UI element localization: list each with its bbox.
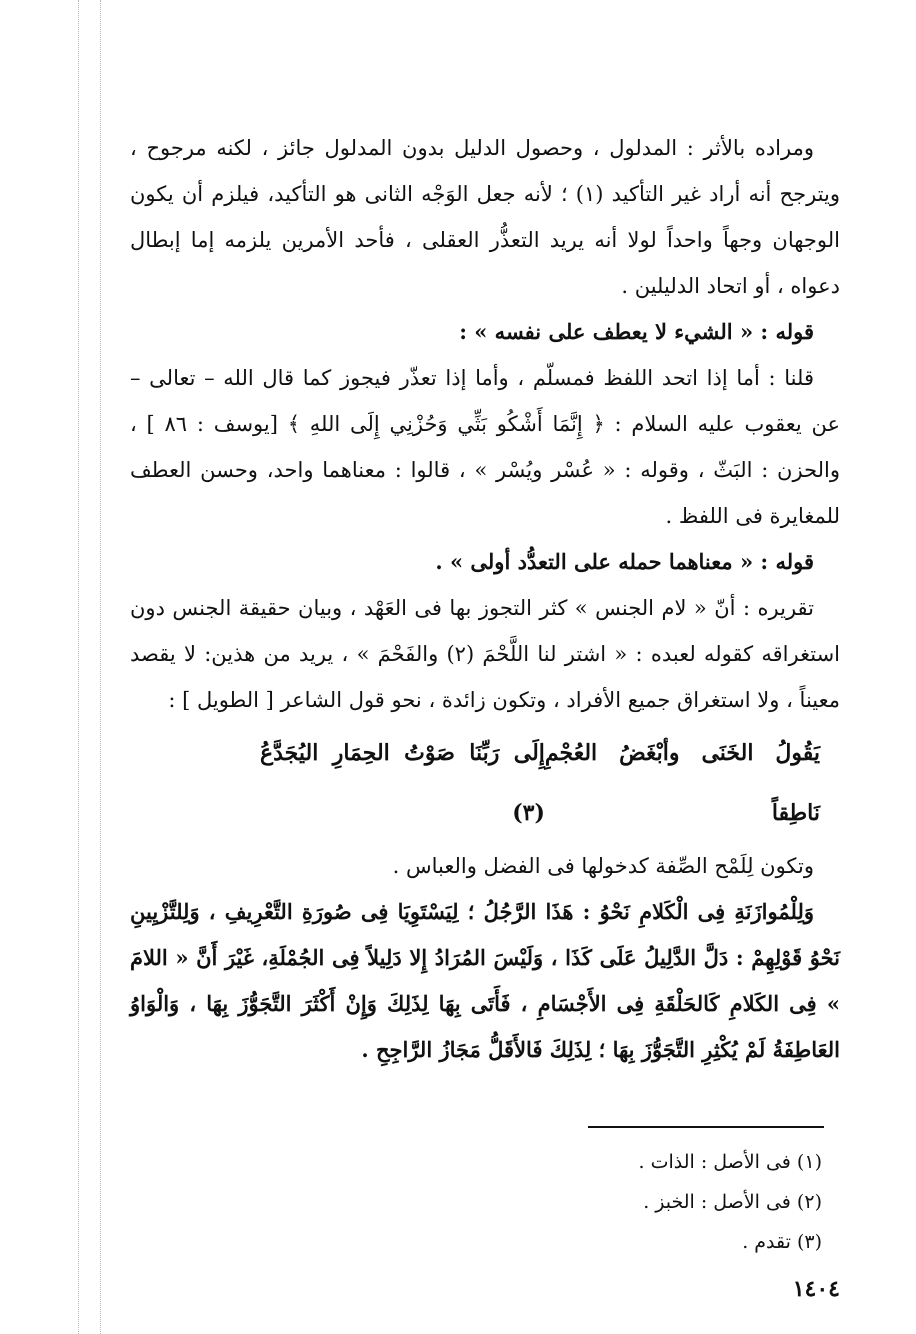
paragraph-4: وتكون لِلَمْح الصِّفة كدخولها فى الفضل والعباس . bbox=[392, 854, 814, 878]
page-number: ١٤٠٤ bbox=[792, 1276, 840, 1302]
heading-quote-2: قوله : « معناهما حمله على التعدُّد أولى » . bbox=[435, 549, 814, 574]
verse-second-hemistich: إِلَى رَبِّنَا صَوْتُ الحِمَارِ اليُجَدَّعُ (٣) bbox=[260, 740, 545, 826]
margin-guide-line bbox=[78, 0, 79, 1334]
paragraph-1: ومراده بالأثر : المدلول ، وحصول الدليل بدون المدلول جائز ، لكنه مرجوح ، ويترجح أنه أراد غير التأكيد (١) ؛ لأنه جعل الوَجْه الثانى هو التأكيد، فيلزم أن يكون الوجهان وجهاً واحداً لولا أنه يريد التعذُّر العقلى ، فأحد الأمرين يلزمه إما إبطال دعواه ، أو اتحاد الدليلين . bbox=[130, 136, 840, 298]
heading-quote-1: قوله : « الشيء لا يعطف على نفسه » : bbox=[459, 319, 814, 344]
paragraph-5: وَلِلْمُوازَنَةِ فِى الْكَلامِ نَحْوُ : هَذَا الرَّجُلُ ؛ لِيَسْتَوِيَا فِى صُورَةِ التَّعْرِيفِ ، وَلِلتَّزْيِينِ نَحْوُ قَوْلِهِمْ : دَلَّ الدَّلِيلُ عَلَى كَذَا ، وَلَيْسَ المُرَادُ إِلا دَلِيلاً فِى الجُمْلَةِ، غَيْرَ أَنَّ « اللامَ » فِى الكَلامِ كَالحَلْقَةِ فِى الأَجْسَامِ ، فَأَتَى بِهَا لِذَلِكَ وَإِنْ أَكْثَرَ التَّجَوُّزَ بِهَا ، وَالْوَاوُ العَاطِفَةُ لَمْ يُكْثِرِ التَّجَوُّزَ بِهَا ؛ لِذَلِكَ فَالأَقَلُّ مَجَازُ الرَّاجِحِ . bbox=[130, 899, 840, 1062]
paragraph-2: قلنا : أما إذا اتحد اللفظ فمسلّم ، وأما إذا تعذّر فيجوز كما قال الله – تعالى – عن يعقوب عليه السلام : ﴿ إِنَّمَا أَشْكُو بَثِّي وَحُزْنِي إِلَى اللهِ ﴾ [يوسف : ٨٦ ] ، والحزن : البَثّ ، وقوله : « عُسْر ويُسْر » ، قالوا : معناهما واحد، وحسن العطف للمغايرة فى اللفظ . bbox=[130, 366, 841, 528]
main-text bbox=[130, 125, 840, 1073]
paragraph-3: تقريره : أنّ « لام الجنس » كثر التجوز بها فى العَهْد ، وبيان حقيقة الجنس دون استغراقه كقوله لعبده : « اشتر لنا اللَّحْمَ (٢) والفَحْمَ » ، يريد من هذين: لا يقصد معيناً ، ولا استغراق جميع الأفراد ، وتكون زائدة ، نحو قول الشاعر [ الطويل ] : bbox=[130, 596, 841, 712]
footnote-separator bbox=[588, 1126, 824, 1128]
footnote-3: (٣) تقدم . bbox=[742, 1231, 822, 1253]
poetry-verse bbox=[130, 723, 840, 843]
verse-first-hemistich: يَقُولُ الخَنَى وأبْغَضُ العُجْمِ نَاطِقاً bbox=[544, 740, 820, 826]
margin-guide-line bbox=[100, 0, 101, 1334]
footnotes bbox=[560, 1142, 822, 1262]
footnote-2: (٢) فى الأصل : الخبز . bbox=[643, 1191, 822, 1213]
footnote-1: (١) فى الأصل : الذات . bbox=[638, 1151, 822, 1173]
